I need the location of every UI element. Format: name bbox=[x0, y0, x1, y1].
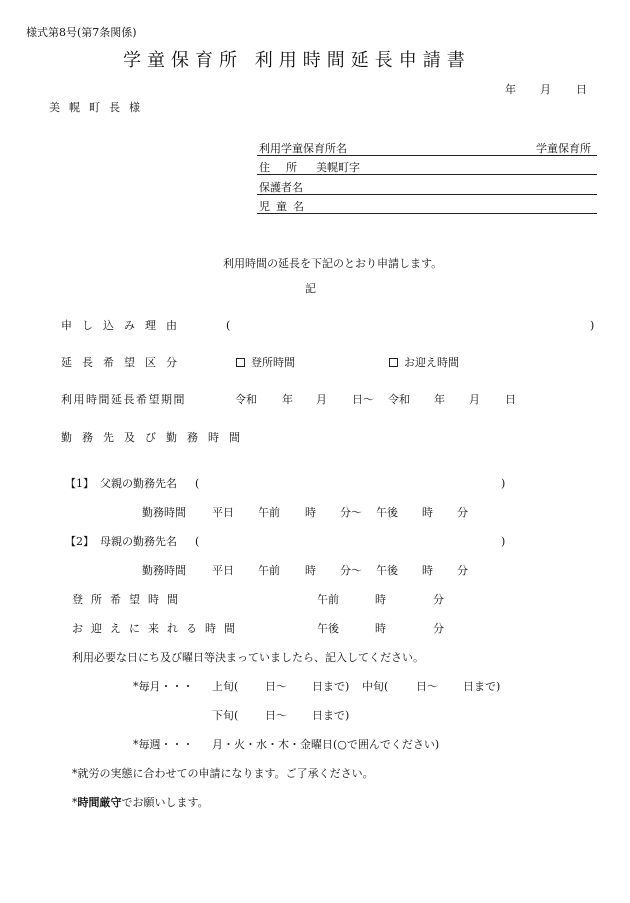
weekly-label: *毎週・・・ bbox=[133, 738, 194, 751]
mother-number: 【2】 bbox=[65, 535, 94, 548]
pickup-pm: 午後 bbox=[317, 622, 339, 635]
mother-close-paren: ) bbox=[501, 535, 506, 548]
checkbox-icon[interactable] bbox=[236, 358, 245, 367]
pm-label: 午後 bbox=[376, 506, 398, 519]
hour-label: 時 bbox=[305, 506, 316, 519]
guardian-label: 保護者名 bbox=[259, 181, 303, 194]
pickup-label: お迎えに来れる時間 bbox=[72, 622, 243, 635]
page-title: 学童保育所 利用時間延長申請書 bbox=[123, 50, 471, 71]
father-open-paren[interactable]: ( bbox=[195, 477, 200, 490]
instruction: 利用必要な日にち及び曜日等決まっていましたら、記入してください。 bbox=[72, 651, 424, 664]
pickup-minute: 分 bbox=[433, 622, 444, 635]
minute-label: 分 bbox=[457, 506, 468, 519]
note-asterisk: * bbox=[72, 796, 78, 809]
note-bold-text: 時間厳守 bbox=[77, 796, 122, 809]
note-work-reality: *就労の実態に合わせての申請になります。ご了承ください。 bbox=[72, 767, 374, 780]
note-time-strict bbox=[72, 797, 209, 808]
date-year-label: 年 bbox=[505, 83, 516, 96]
work-hours-label: 勤務時間 bbox=[142, 506, 186, 519]
am-label: 午前 bbox=[258, 564, 280, 577]
mid-label: 中旬( bbox=[362, 680, 389, 693]
date-month-label: 月 bbox=[540, 83, 551, 96]
hour-label: 時 bbox=[422, 506, 433, 519]
period-reiwa-to: 令和 bbox=[388, 393, 410, 406]
period-day-to: 日 bbox=[505, 393, 516, 406]
early-day-tilde: 日〜 bbox=[265, 680, 287, 693]
reason-close-paren: ) bbox=[590, 319, 595, 332]
address-label: 住所 bbox=[259, 161, 313, 174]
late-label: 下旬( bbox=[212, 709, 239, 722]
minute-tilde-label: 分〜 bbox=[340, 564, 362, 577]
weekly-days: 月・火・水・木・金曜日(○で囲んでください) bbox=[212, 738, 440, 751]
mid-day-until: 日まで) bbox=[463, 680, 501, 693]
facility-label: 利用学童保育所名 bbox=[259, 142, 347, 155]
category-label: 延長希望区分 bbox=[61, 356, 187, 369]
early-label: 上旬( bbox=[212, 680, 239, 693]
hour-label: 時 bbox=[305, 564, 316, 577]
period-reiwa-from: 令和 bbox=[235, 393, 257, 406]
late-day-tilde: 日〜 bbox=[265, 709, 287, 722]
date-day-label: 日 bbox=[576, 83, 587, 96]
addressee: 美幌町長様 bbox=[49, 101, 149, 114]
address-prefix: 美幌町字 bbox=[316, 161, 360, 174]
facility-underline[interactable] bbox=[257, 155, 597, 156]
period-day-from: 日〜 bbox=[352, 393, 374, 406]
mid-day-tilde: 日〜 bbox=[416, 680, 438, 693]
father-number: 【1】 bbox=[65, 477, 94, 490]
period-year-to: 年 bbox=[434, 393, 445, 406]
arrival-am: 午前 bbox=[317, 593, 339, 606]
father-label: 父親の勤務先名 bbox=[100, 477, 177, 490]
address-underline[interactable] bbox=[257, 174, 597, 175]
mother-open-paren[interactable]: ( bbox=[195, 535, 200, 548]
option-pickup-label: お迎え時間 bbox=[404, 356, 459, 369]
period-label: 利用時間延長希望期間 bbox=[61, 393, 186, 406]
statement: 利用時間の延長を下記のとおり申請します。 bbox=[223, 257, 443, 270]
pm-label: 午後 bbox=[376, 564, 398, 577]
child-label: 児童名 bbox=[259, 200, 310, 213]
arrival-label: 登所希望時間 bbox=[72, 593, 186, 606]
reason-label: 申し込み理由 bbox=[61, 319, 187, 332]
option-arrival-label: 登所時間 bbox=[251, 356, 295, 369]
weekday-label: 平日 bbox=[212, 506, 234, 519]
period-month-from: 月 bbox=[316, 393, 327, 406]
early-day-until: 日まで) bbox=[312, 680, 350, 693]
option-pickup[interactable] bbox=[389, 357, 459, 368]
period-year-from: 年 bbox=[282, 393, 293, 406]
checkbox-icon[interactable] bbox=[389, 358, 398, 367]
am-label: 午前 bbox=[258, 506, 280, 519]
reason-open-paren[interactable]: ( bbox=[226, 319, 231, 332]
pickup-hour: 時 bbox=[375, 622, 386, 635]
father-close-paren: ) bbox=[501, 477, 506, 490]
minute-label: 分 bbox=[457, 564, 468, 577]
work-hours-label: 勤務時間 bbox=[142, 564, 186, 577]
form-number: 様式第8号(第7条関係) bbox=[26, 26, 137, 39]
facility-suffix: 学童保育所 bbox=[536, 142, 591, 155]
arrival-hour: 時 bbox=[375, 593, 386, 606]
monthly-label: *毎月・・・ bbox=[133, 680, 194, 693]
note-rest-text: でお願いします。 bbox=[121, 796, 209, 809]
option-arrival[interactable] bbox=[236, 357, 295, 368]
period-month-to: 月 bbox=[469, 393, 480, 406]
minute-tilde-label: 分〜 bbox=[340, 506, 362, 519]
guardian-underline[interactable] bbox=[257, 194, 597, 195]
child-underline[interactable] bbox=[257, 213, 597, 214]
mother-label: 母親の勤務先名 bbox=[100, 535, 177, 548]
late-day-until: 日まで) bbox=[312, 709, 350, 722]
ki-heading: 記 bbox=[305, 282, 316, 295]
hour-label: 時 bbox=[422, 564, 433, 577]
weekday-label: 平日 bbox=[212, 564, 234, 577]
arrival-minute: 分 bbox=[433, 593, 444, 606]
workplace-heading: 勤務先及び勤務時間 bbox=[61, 431, 250, 444]
